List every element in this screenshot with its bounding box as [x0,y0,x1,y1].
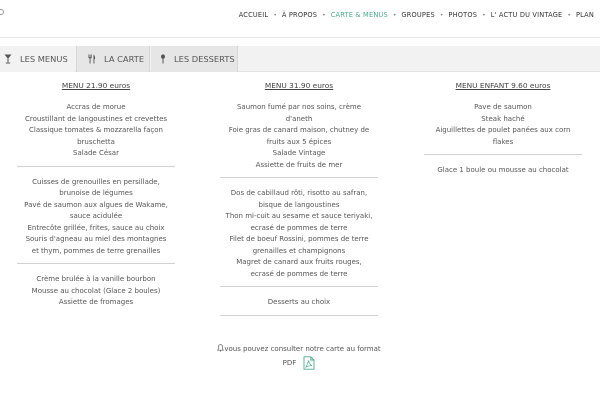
dish-item: Mousse au chocolat (Glace 2 boules) [31,286,161,295]
dish-item: et thym, pommes de terre grenailles [31,246,161,255]
nav-carte-menus[interactable]: CARTE & MENUS [330,11,388,19]
menu-section-desserts [11,264,181,309]
pdf-format-label: PDF [282,359,297,367]
tab-les-desserts[interactable] [151,46,238,72]
menu-section-plats [11,167,181,258]
fork-knife-icon [88,54,96,64]
dish-item: Dos de cabillaud rôti, risotto au safran, [230,189,368,197]
menu-column-31-90 [214,80,384,316]
menu-section-entrees [11,92,181,160]
menu-section-plats [214,178,384,280]
menu-section-desserts [418,155,588,177]
dish-item: Aiguillettes de poulet panées aux corn [435,126,571,134]
cocktail-glass-icon [4,54,12,64]
dish-item: Crème brulée à la vanille bourbon [36,275,156,283]
dish-item: brunoise de légumes [59,189,133,197]
menu-section-desserts [214,287,384,309]
dish-item: Pavé de saumon aux algues de Wakame, [24,200,168,209]
nav-separator: • [273,11,277,19]
nav-separator: • [439,11,444,19]
nav-separator: • [322,11,326,19]
tab-label: LES DESSERTS [174,54,235,64]
section-divider [220,315,378,316]
dish-item: Pave de saumon [474,103,532,111]
dish-item: Souris d'agneau au miel des montagnes [25,235,167,243]
dish-item: Desserts au choix [267,298,331,306]
dish-item: bisque de langoustines [258,200,340,209]
dish-item: Salade César [73,149,119,157]
dish-item: Steak haché [481,114,525,123]
nav-separator: • [392,11,397,19]
ice-cream-icon [160,54,166,64]
dish-item: Foie gras de canard maison, chutney de [228,126,370,134]
tab-label: LA CARTE [104,54,145,64]
nav-photos[interactable]: PHOTOS [448,11,478,19]
tab-label: LES MENUS [20,54,68,64]
menu-column-21-90 [11,80,181,309]
dish-item: d'aneth [285,114,313,123]
dish-item: Filet de boeuf Rossini, pommes de terre [229,235,369,243]
dish-item: flakes [492,137,514,146]
dish-item: Salade Vintage [272,149,326,157]
pdf-download-note [214,343,384,370]
dish-item: Classique tomates & mozzarella façon [28,126,163,134]
dish-item: fruits aux 5 épices [266,137,332,146]
pdf-file-icon[interactable] [303,356,315,370]
dish-item: Cuisses de grenouilles en persillade, [32,177,160,186]
menu-section-entrees [214,92,384,171]
dish-item: Accras de morue [66,103,126,111]
menu-column-enfant [418,80,588,177]
dish-item: ecrasé de pommes de terre [250,223,348,232]
main-menu [239,11,594,19]
dish-item: Assiette de fromages [58,298,134,306]
nav-separator: • [567,11,571,19]
dish-item: Thon mi-cuit au sesame et sauce teriyaki, [225,212,373,220]
dish-item: ecrasé de pommes de terre [250,269,348,278]
dish-item: grenailles et champignons [252,246,346,255]
nav-groupes[interactable]: GROUPES [401,11,435,19]
dish-item: Glace 1 boule ou mousse au chocolat [437,166,569,174]
nav-accueil[interactable]: ACCUEIL [238,11,269,19]
tab-la-carte[interactable] [76,46,150,72]
menu-title: MENU 31.90 euros [264,81,334,90]
dish-item: Entrecôte grillée, frites, sauce au choix [27,223,165,232]
tab-les-menus[interactable] [0,46,75,72]
pdf-note-text: vous pouvez consulter notre carte au format [224,345,381,353]
nav-a-propos[interactable]: À PROPOS [281,11,318,19]
dish-item: Croustillant de langoustines et crevettes [24,114,168,123]
dish-item: bruschetta [77,137,115,146]
dish-item: sauce acidulée [69,212,123,220]
menu-title: MENU 21.90 euros [61,81,131,90]
nav-plan[interactable]: PLAN [575,11,594,19]
dish-item: Magret de canard aux fruits rouges, [236,258,362,266]
menu-section-plats [418,92,588,148]
nav-separator: • [482,11,486,19]
dish-item: Assiette de fruits de mer [255,160,343,169]
dish-item: Saumon fumé par nos soins, crème [236,103,362,111]
nav-actu-vintage[interactable]: L' ACTU DU VINTAGE [490,11,563,19]
menu-title: MENU ENFANT 9.60 euros [455,81,551,90]
menu-tabs [0,46,600,72]
top-navigation [0,0,600,38]
logo[interactable] [0,9,4,15]
